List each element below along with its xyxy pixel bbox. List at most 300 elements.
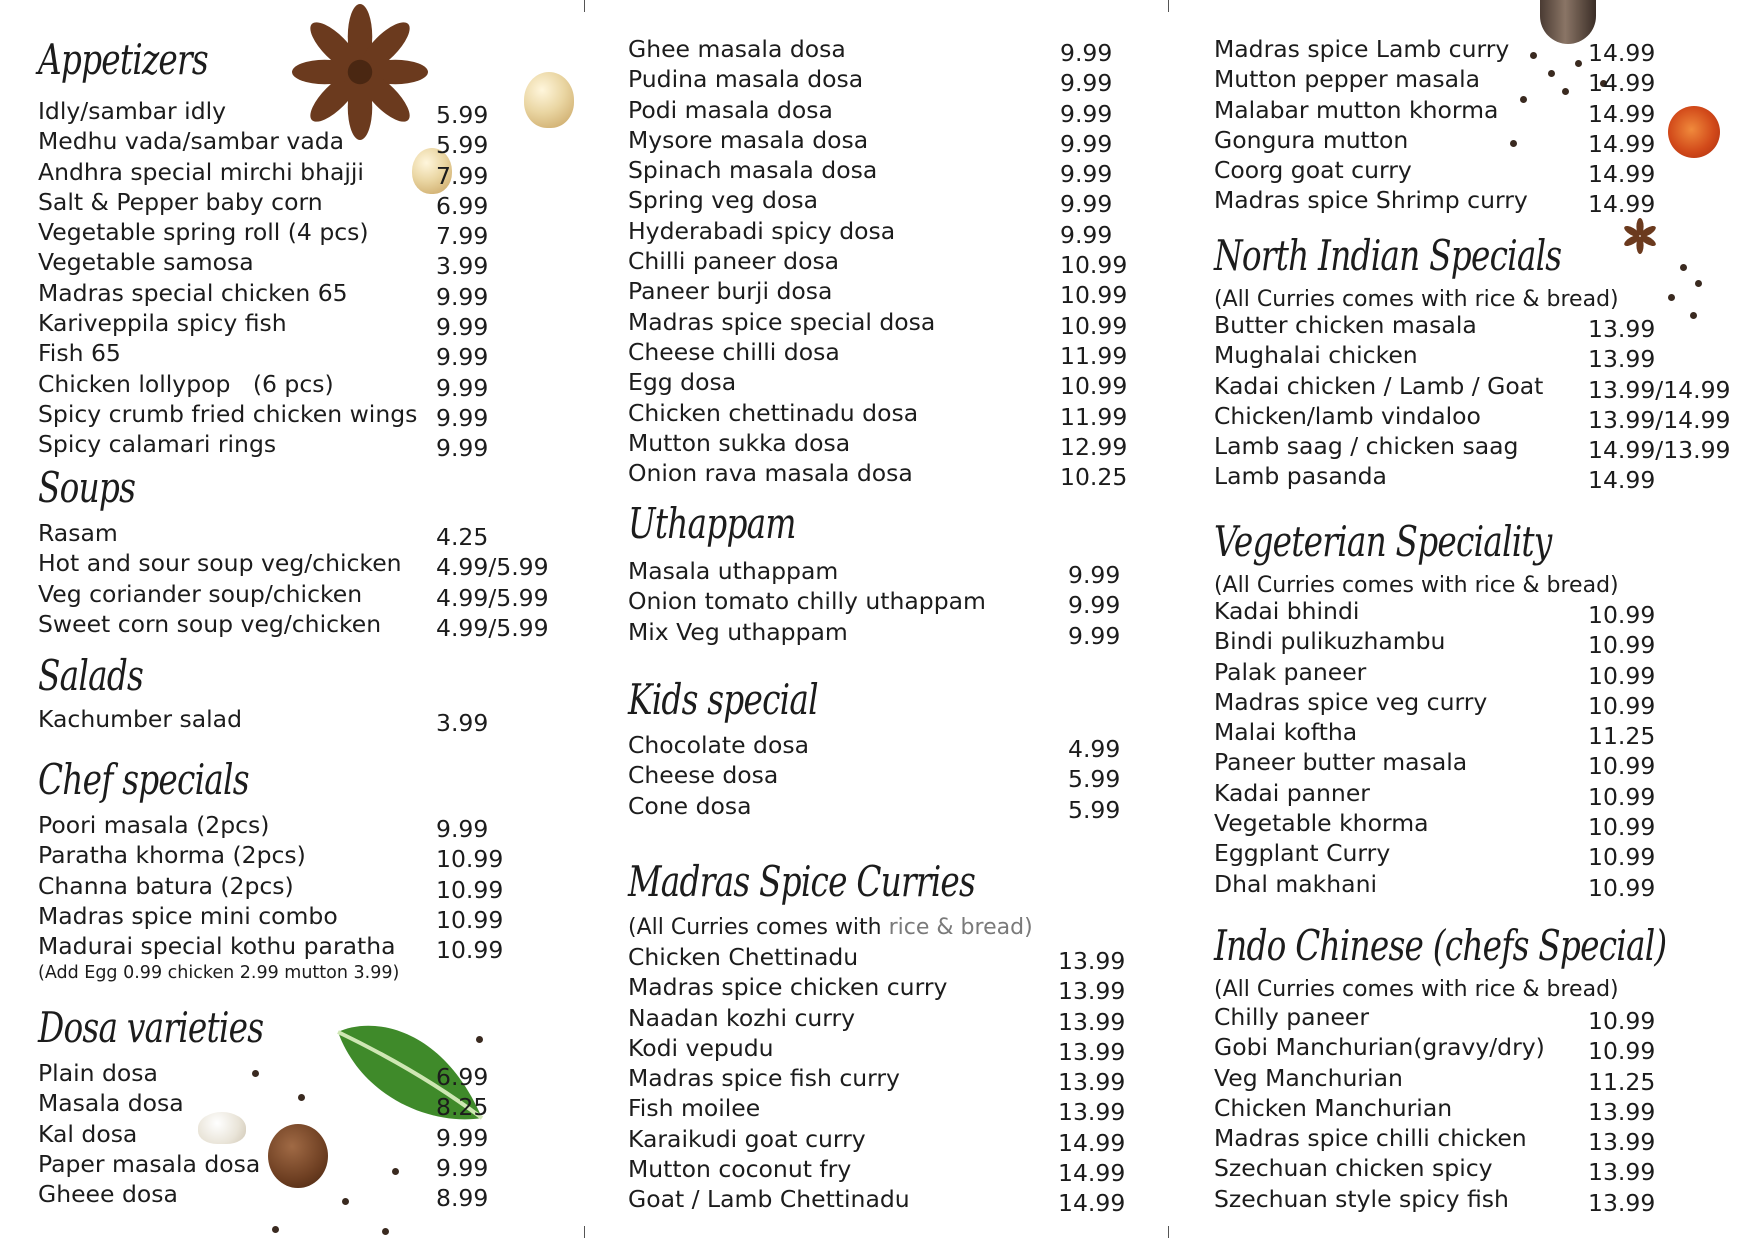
item-price: 13.99 [1058,1068,1126,1097]
item-price: 7.99 [436,222,489,251]
item-price: 14.99 [1588,39,1656,67]
menu-item [38,548,558,582]
item-name: Kodi vepudu [628,1033,774,1062]
item-price: 11.99 [1060,402,1128,431]
menu-item [628,617,1148,650]
menu-item [1214,34,1734,67]
item-price: 10.99 [1588,661,1656,690]
menu-item [628,428,1148,461]
item-name: Chicken Chettinadu [628,943,859,971]
menu-item [628,1154,1148,1188]
menu-item [1214,125,1734,158]
item-price: 10.99 [1588,782,1656,811]
item-price: 14.99 [1588,69,1656,98]
item-price: 8.99 [436,1184,489,1213]
item-name: Cone dosa [628,791,752,820]
item-name: Madras spice veg curry [1214,687,1488,716]
item-name: Dhal makhani [1214,869,1378,898]
items-chef-specials [38,810,558,985]
item-price: 6.99 [436,1063,489,1091]
item-name: Gheee dosa [38,1180,178,1209]
item-name: Hyderabadi spicy dosa [628,216,896,245]
item-price: 3.99 [436,252,489,281]
item-name: Kadai panner [1214,778,1370,807]
item-price: 6.99 [436,191,489,220]
menu-item [628,1003,1148,1036]
item-price: 5.99 [1068,795,1121,824]
item-price: 10.99 [436,845,504,874]
menu-item [628,276,1148,310]
section-vegeterian-speciality [1214,518,1734,600]
menu-item [628,216,1148,249]
item-name: Chocolate dosa [628,731,809,759]
item-price: 9.99 [436,373,489,402]
item-price: 9.99 [1060,69,1113,98]
items-dosa-continued [628,34,1148,492]
item-price: 9.99 [436,1123,489,1152]
item-name: Madurai special kothu paratha [38,932,396,961]
items-north-indian-specials [1214,310,1734,495]
menu-item [1214,461,1734,495]
item-price: 13.99 [1588,1128,1656,1157]
item-name: Kadai bhindi [1214,597,1360,625]
section-title: Kids special [628,675,818,724]
menu-item [628,972,1148,1006]
section-uthappam [628,500,1148,548]
menu-item [1214,1184,1734,1217]
item-name: Medhu vada/sambar vada [38,127,345,156]
menu-item [628,458,1148,492]
curries-note: (All Curries comes with rice & bread) [1214,977,1619,1002]
item-price: 4.99/5.99 [436,613,549,642]
menu-item [628,730,1148,763]
item-price: 10.99 [1060,251,1128,280]
item-name: Bindi pulikuzhambu [1214,627,1446,656]
menu-item [38,518,558,551]
menu-item [1214,808,1734,842]
item-name: Cheese dosa [628,761,779,790]
item-price: 10.99 [1060,311,1128,340]
item-name: Madras spice fish curry [628,1064,900,1093]
menu-item [38,96,558,129]
item-name: Chilly paneer [1214,1003,1370,1031]
item-name: Paper masala dosa [38,1149,261,1178]
item-price: 14.99 [1588,129,1656,158]
menu-item [1214,340,1734,374]
item-price: 10.99 [1588,631,1656,660]
item-name: Mutton sukka dosa [628,428,851,457]
item-name: Mysore masala dosa [628,125,869,154]
item-name: Vegetable spring roll (4 pcs) [38,218,369,247]
item-price: 13.99 [1058,947,1126,975]
menu-item [1214,401,1734,434]
section-title: Appetizers [38,35,208,84]
item-name: Andhra special mirchi bhajji [38,157,364,186]
item-price: 13.99 [1058,977,1126,1006]
item-name: Szechuan style spicy fish [1214,1184,1509,1213]
menu-item [1214,95,1734,128]
item-price: 13.99/14.99 [1588,405,1731,434]
section-indo-chinese [1214,922,1734,1004]
item-price: 9.99 [1060,129,1113,158]
menu-item [1214,431,1734,465]
section-chef-specials [38,756,558,804]
item-name: Masala uthappam [628,557,839,585]
item-name: Salt & Pepper baby corn [38,187,323,216]
item-price: 14.99 [1058,1159,1126,1188]
item-name: Madras spice mini combo [38,901,338,930]
menu-item [628,125,1148,158]
item-name: Mughalai chicken [1214,341,1418,370]
item-name: Idly/sambar idly [38,97,227,125]
menu-item [628,556,1148,589]
item-price: 9.99 [436,815,489,843]
item-name: Eggplant Curry [1214,839,1391,868]
item-price: 13.99 [1588,315,1656,343]
item-price: 13.99 [1588,1097,1656,1126]
item-name: Kariveppila spicy fish [38,309,287,338]
item-price: 12.99 [1060,432,1128,461]
item-name: Butter chicken masala [1214,311,1477,339]
menu-item [38,901,558,934]
item-price: 7.99 [436,161,489,190]
menu-item [38,1179,558,1213]
item-name: Madras spice chicken curry [628,973,948,1002]
item-price: 13.99 [1058,1007,1126,1036]
item-price: 10.99 [1060,281,1128,310]
item-price: 10.99 [1588,813,1656,842]
menu-item [1214,657,1734,690]
peppercorn-icon [272,1226,279,1233]
menu-item [1214,838,1734,872]
item-name: Karaikudi goat curry [628,1124,866,1153]
item-price: 13.99 [1058,1098,1126,1127]
menu-item [38,704,558,737]
menu-item [628,367,1148,401]
fold-mark-bottom-left [584,1226,585,1238]
menu-item [628,791,1148,824]
item-price: 8.25 [436,1093,489,1122]
item-price: 4.99/5.99 [436,583,549,612]
menu-item [38,1058,558,1091]
item-name: Gongura mutton [1214,125,1409,154]
item-price: 14.99 [1588,160,1656,189]
item-name: Chilli paneer dosa [628,247,840,276]
menu-item [628,246,1148,280]
section-north-indian-specials [1214,232,1734,314]
items-dosa-varieties [38,1058,558,1213]
fold-mark-top-right [1168,0,1169,12]
item-name: Goat / Lamb Chettinadu [628,1185,910,1214]
menu-item [1214,1153,1734,1187]
item-name: Mutton pepper masala [1214,65,1481,94]
item-name: Mix Veg uthappam [628,617,848,646]
menu-item [1214,185,1734,219]
item-price: 10.99 [436,936,504,965]
menu-item [1214,687,1734,720]
menu-item [628,1093,1148,1127]
menu-item [628,586,1148,620]
item-price: 13.99 [1058,1037,1126,1066]
menu-item [628,95,1148,128]
menu-item [38,217,558,251]
menu-item [628,1033,1148,1066]
item-name: Poori masala (2pcs) [38,811,270,839]
item-name: Vegetable khorma [1214,809,1429,838]
item-name: Naadan kozhi curry [628,1003,856,1032]
item-price: 9.99 [1068,621,1121,650]
item-name: Kachumber salad [38,705,242,733]
item-price: 3.99 [436,709,489,737]
menu-item [628,760,1148,794]
menu-item [1214,747,1734,781]
item-name: Malabar mutton khorma [1214,95,1499,124]
item-price: 14.99 [1058,1128,1126,1157]
item-price: 14.99 [1588,466,1656,495]
menu-item [1214,1123,1734,1157]
item-price: 10.25 [1060,463,1128,492]
item-price: 9.99 [1060,39,1113,67]
item-price: 9.99 [1060,160,1113,189]
item-name: Veg coriander soup/chicken [38,579,363,608]
item-name: Kal dosa [38,1119,138,1148]
item-name: Vegetable samosa [38,248,254,277]
items-curries-continued [1214,34,1734,219]
item-name: Fish moilee [628,1094,761,1123]
section-title: Vegeterian Speciality [1214,517,1552,566]
curries-note [628,914,1148,942]
item-price: 4.25 [436,523,489,551]
item-price: 9.99 [1060,220,1113,249]
menu-item [38,1088,558,1122]
note-soft: rice & bread) [888,915,1033,940]
item-price: 4.99 [1068,735,1121,763]
item-name: Pudina masala dosa [628,65,864,94]
item-name: Madras spice Lamb curry [1214,35,1510,63]
menu-item [628,185,1148,219]
item-price: 10.99 [1588,691,1656,720]
item-name: Spinach masala dosa [628,156,878,185]
items-indo-chinese [1214,1002,1734,1217]
menu-item [1214,1032,1734,1066]
item-name: Chicken Manchurian [1214,1093,1453,1122]
items-vegeterian-speciality [1214,596,1734,902]
item-name: Chicken chettinadu dosa [628,398,919,427]
section-title: Chef specials [38,755,249,804]
item-name: Madras special chicken 65 [38,278,348,307]
item-name: Lamb saag / chicken saag [1214,432,1519,461]
section-title: Dosa varieties [38,1003,264,1052]
item-price: 13.99 [1588,345,1656,374]
item-price: 13.99/14.99 [1588,375,1731,404]
section-soups [38,464,558,512]
section-title: Madras Spice Curries [628,857,976,906]
item-price: 14.99/13.99 [1588,436,1731,465]
item-price: 13.99 [1588,1158,1656,1187]
peppercorn-icon [382,1228,389,1235]
menu-item [628,1184,1148,1218]
item-price: 10.99 [436,905,504,934]
item-name: Onion rava masala dosa [628,459,913,488]
menu-item [38,931,558,965]
menu-item [1214,596,1734,629]
note-main: (All Curries comes with [628,915,882,940]
menu-item [38,810,558,843]
item-name: Plain dosa [38,1059,158,1087]
menu-item [628,398,1148,431]
menu-item [38,1119,558,1152]
section-title: Indo Chinese (chefs Special) [1214,921,1667,970]
menu-item [38,840,558,874]
item-price: 9.99 [436,282,489,311]
item-price: 14.99 [1588,190,1656,219]
section-title: Uthappam [628,499,796,548]
menu-item [1214,1063,1734,1096]
items-kids-special [628,730,1148,824]
menu-item [628,1063,1148,1097]
item-price: 14.99 [1058,1189,1126,1218]
curries-note: (All Curries comes with rice & bread) [1214,573,1619,598]
curries-note: (All Curries comes with rice & bread) [1214,287,1619,312]
menu-item [1214,1002,1734,1035]
menu-item [1214,310,1734,343]
menu-item [38,369,558,402]
item-name: Coorg goat curry [1214,156,1412,185]
item-price: 5.99 [436,101,489,129]
menu-item [38,157,558,190]
item-name: Hot and sour soup veg/chicken [38,549,402,578]
menu-item [628,1124,1148,1157]
item-name: Podi masala dosa [628,95,833,124]
item-price: 9.99 [436,434,489,463]
items-salads [38,704,558,737]
item-name: Paneer butter masala [1214,748,1468,777]
item-price: 9.99 [1068,591,1121,620]
item-name: Egg dosa [628,368,737,397]
item-name: Cheese chilli dosa [628,337,840,366]
item-name: Kadai chicken / Lamb / Goat [1214,371,1544,400]
item-price: 10.99 [1060,372,1128,401]
items-uthappam [628,556,1148,650]
menu-item [628,34,1148,67]
item-price: 13.99 [1588,1188,1656,1217]
fold-mark-bottom-right [1168,1226,1169,1238]
item-name: Madras spice chilli chicken [1214,1124,1527,1153]
menu-item [38,399,558,432]
section-title: Salads [38,651,144,700]
menu-item [1214,64,1734,98]
item-price: 9.99 [1060,99,1113,128]
items-soups [38,518,558,642]
item-name: Madras spice Shrimp curry [1214,186,1528,215]
item-name: Malai koftha [1214,718,1358,747]
menu-item [1214,717,1734,751]
item-price: 9.99 [436,313,489,342]
item-name: Lamb pasanda [1214,462,1387,491]
item-price: 10.99 [1588,752,1656,781]
item-name: Spicy crumb fried chicken wings [38,399,418,428]
menu-item [38,247,558,281]
section-madras-spice-curries [628,858,1148,942]
item-name: Chicken/lamb vindaloo [1214,401,1481,430]
menu-item [628,307,1148,340]
item-price: 10.99 [436,875,504,904]
item-name: Sweet corn soup veg/chicken [38,609,382,638]
item-name: Fish 65 [38,339,121,368]
fold-mark-top-left [584,0,585,12]
item-price: 10.99 [1588,1007,1656,1035]
item-name: Mutton coconut fry [628,1155,852,1184]
menu-item [38,126,558,160]
menu-item [38,338,558,372]
item-price: 10.99 [1588,873,1656,902]
menu-item [38,609,558,642]
section-kids-special [628,676,1148,724]
menu-item [1214,371,1734,404]
item-price: 10.99 [1588,843,1656,872]
menu-item [628,155,1148,189]
item-name: Spicy calamari rings [38,430,277,459]
menu-item [628,337,1148,370]
section-salads [38,652,558,700]
item-name: Szechuan chicken spicy [1214,1154,1493,1183]
item-price: 9.99 [1060,190,1113,219]
item-price: 9.99 [1068,561,1121,589]
item-price: 10.99 [1588,1037,1656,1066]
section-title: North Indian Specials [1214,231,1562,280]
menu-item [38,278,558,311]
item-name: Masala dosa [38,1089,184,1118]
menu-item [1214,626,1734,660]
menu-item [38,579,558,612]
add-on-note: (Add Egg 0.99 chicken 2.99 mutton 3.99) [38,963,400,984]
item-name: Rasam [38,519,118,547]
item-name: Madras spice special dosa [628,307,936,336]
item-price: 5.99 [436,131,489,160]
item-price: 10.99 [1588,601,1656,629]
item-price: 9.99 [436,1153,489,1182]
item-name: Channa batura (2pcs) [38,871,294,900]
item-name: Spring veg dosa [628,186,818,215]
item-name: Paneer burji dosa [628,277,833,306]
menu-item [38,308,558,342]
items-appetizers [38,96,558,463]
menu-item [38,1149,558,1182]
section-dosa-varieties [38,1004,558,1052]
item-price: 11.99 [1060,341,1128,370]
item-name: Onion tomato chilly uthappam [628,587,986,616]
item-name: Chicken lollypop (6 pcs) [38,369,334,398]
section-title: Soups [38,463,136,512]
item-price: 11.25 [1588,1067,1656,1096]
items-madras-spice-curries [628,942,1148,1218]
item-name: Veg Manchurian [1214,1063,1403,1092]
menu-item [38,871,558,904]
item-price: 5.99 [1068,765,1121,794]
item-price: 9.99 [436,403,489,432]
item-name: Gobi Manchurian(gravy/dry) [1214,1033,1545,1062]
menu-item [1214,869,1734,902]
item-name: Palak paneer [1214,657,1367,686]
item-price: 9.99 [436,343,489,372]
menu-item [1214,155,1734,189]
item-price: 4.99/5.99 [436,553,549,582]
item-price: 14.99 [1588,99,1656,128]
item-name: Ghee masala dosa [628,35,846,63]
menu-item [38,187,558,220]
menu-item [1214,1093,1734,1126]
menu-item [1214,778,1734,811]
